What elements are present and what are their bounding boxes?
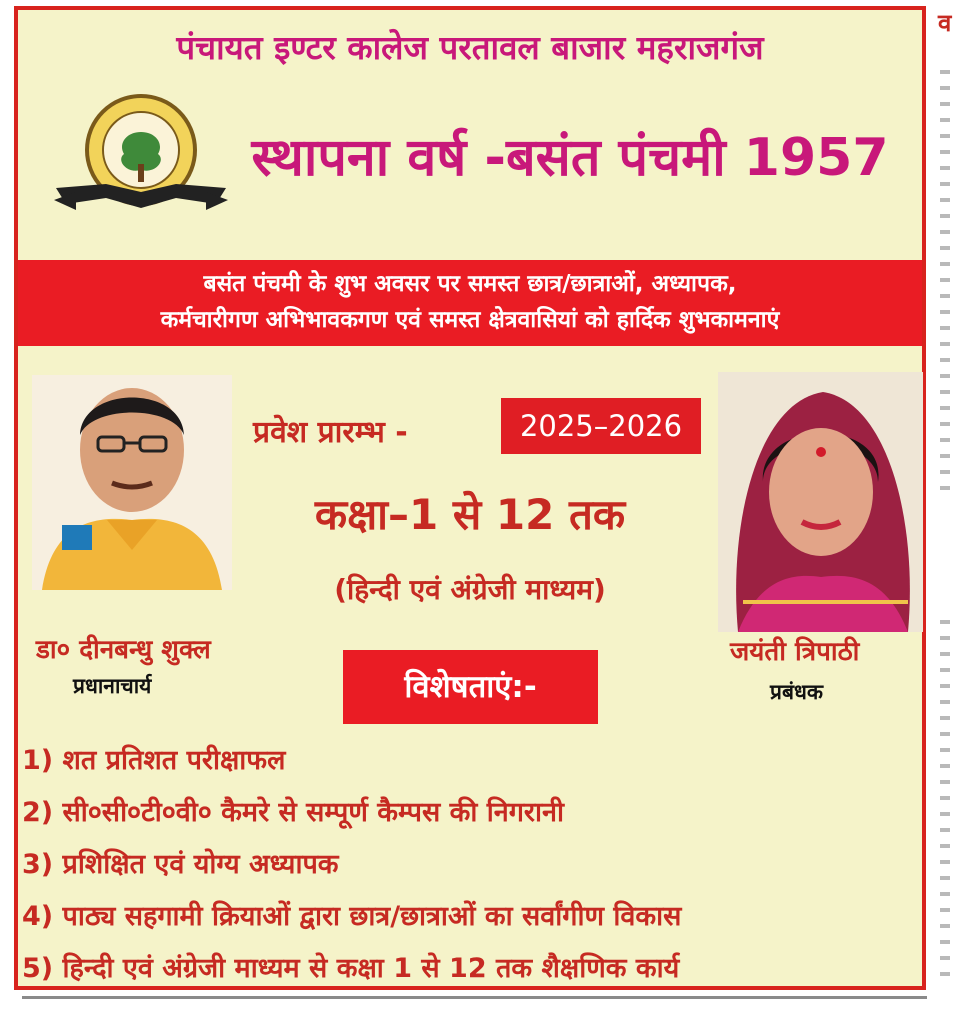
medium-info: (हिन्दी एवं अंग्रेजी माध्यम)	[334, 573, 606, 606]
greeting-banner	[18, 260, 922, 346]
greeting-line-2: कर्मचारीगण अभिभावकगण एवं समस्त क्षेत्रवासियां को हार्दिक शुभकामनाएं	[160, 307, 780, 333]
adjacent-column-heading: व	[938, 9, 952, 37]
principal-photo	[32, 375, 232, 590]
advertisement-poster	[14, 6, 926, 990]
features-heading: विशेषताएं:-	[343, 650, 598, 724]
manager-name: जयंती त्रिपाठी	[730, 637, 860, 667]
greeting-line-1: बसंत पंचमी के शुभ अवसर पर समस्त छात्र/छात्राओं, अध्यापक,	[203, 271, 737, 297]
list-item: 3) प्रशिक्षित एवं योग्य अध्यापक	[22, 849, 339, 880]
list-item: 2) सी०सी०टी०वी० कैमरे से सम्पूर्ण कैम्पस की निगरानी	[22, 797, 564, 828]
establishment-year: स्थापना वर्ष -बसंत पंचमी 1957	[251, 128, 889, 188]
admission-year-badge: 2025–2026	[501, 398, 701, 454]
list-item: 1) शत प्रतिशत परीक्षाफल	[22, 745, 286, 776]
divider	[22, 996, 927, 999]
school-emblem-logo	[46, 92, 236, 222]
manager-photo	[718, 372, 923, 632]
list-item: 5) हिन्दी एवं अंग्रेजी माध्यम से कक्षा 1 से 12 तक शैक्षणिक कार्य	[22, 953, 680, 984]
list-item: 4) पाठ्य सहगामी क्रियाओं द्वारा छात्र/छात्राओं का सर्वांगीण विकास	[22, 901, 682, 932]
classes-range: कक्षा–1 से 12 तक	[314, 490, 626, 539]
manager-role: प्रबंधक	[770, 680, 823, 704]
features-list	[22, 738, 681, 998]
school-name: पंचायत इण्टर कालेज परतावल बाजार महराजगंज	[176, 28, 764, 67]
principal-role: प्रधानाचार्य	[73, 674, 152, 698]
admission-label: प्रवेश प्रारम्भ -	[253, 415, 408, 450]
principal-name: डा० दीनबन्धु शुक्ल	[36, 635, 211, 665]
